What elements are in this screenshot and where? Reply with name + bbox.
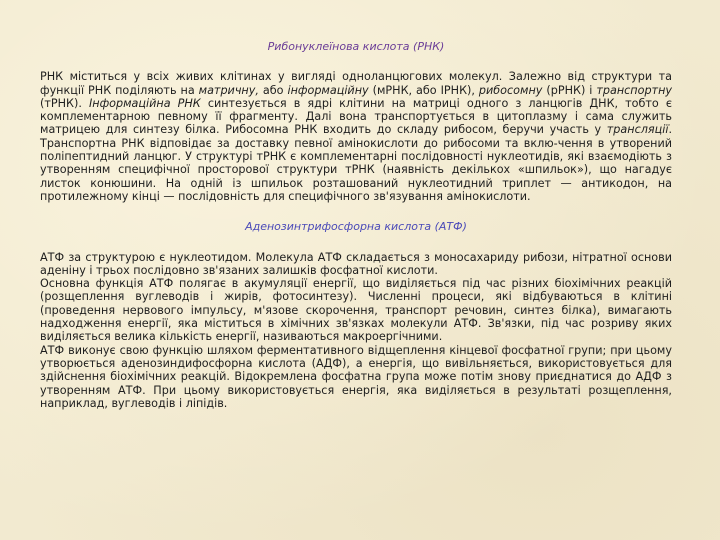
atp-section-title: Аденозинтрифосфорна кислота (АТФ) (245, 220, 467, 234)
term-transport: транспортну (596, 83, 673, 97)
atp-paragraph-function: Основна функція АТФ полягає в акумуляції енергії, що виділяється під час різних біохімічних реакцій (розщеплення вуглеводів і жирів, фотосинтезу). Численні процеси, які відбуваються в клітині (проведення нервового імпульсу, м'язове скорочення, транспорт речовин, синтез білка), вимагають надходження енергії, яка міститься в хімічних зв'язках молекули АТФ. Зв'язки, під час розриву яких виділяється велика кількість енергії, називаються макроергічними. (40, 277, 672, 344)
term-ribosomal: рибосомну (478, 83, 543, 97)
atp-paragraph-mechanism: АТФ виконує свою функцію шляхом ферментативного відщеплення кінцевої фосфатної групи; при цьому утворюється аденозиндифосфорна кислота (АДФ), а енергія, що вивільняється, використовується для здійснення біохімічних реакцій. Відокремлена фосфатна група може потім знову приєднатися до АДФ з утворенням АТФ. При цьому використовується енергія, яка виділяється в результаті розщеплення, наприклад, вуглеводів і ліпідів. (40, 343, 672, 410)
rna-text-2: або (258, 83, 288, 97)
term-matrix: матричну, (198, 83, 259, 97)
term-informational: інформаційну (287, 83, 369, 97)
term-translation: трансляції (606, 123, 669, 137)
rna-text-5: (тРНК). (40, 96, 89, 110)
rna-text-3: (мРНК, або ІРНК), (368, 83, 479, 97)
atp-paragraph-structure: АТФ за структурою є нуклеотидом. Молекула АТФ складається з моносахариду рибози, нітратної основи аденіну і трьох послідовно зв'язаних залишків фосфатної кислоти. (40, 250, 672, 277)
rna-text-7: . Транспортна РНК відповідає за доставку певної амінокислоти до рибосоми та вклю-чення в утворений поліпептидний ланцюг. У структурі тРНК є комплементарні послідовності нуклеотидів, які взаємодіють з утворенням специфічної просторової структури тРНК (наявність декількох «шпильок»), що нагадує листок конюшини. На одній із шпильок розташований нуклеотидний триплет — антикодон, на протилежному кінці — послідовність для специфічного зв'язування амінокислоти. (40, 123, 672, 203)
rna-section-title: Рибонуклеїнова кислота (РНК) (267, 40, 445, 53)
slide-content (40, 40, 672, 410)
rna-paragraph (40, 70, 672, 203)
rna-text-1: РНК міститься у всіх живих клітинах у вигляді одноланцюгових молекул. Залежно від структури та функції РНК поділяють на (40, 70, 672, 97)
term-informational-rna: Інформаційна РНК (88, 96, 201, 110)
rna-text-4: (рРНК) і (542, 83, 597, 97)
rna-text-6: синтезується в ядрі клітини на матриці одного з ланцюгів ДНК, тобто є комплементарною певному її фрагменту. Далі вона транспортується в цитоплазму і сама служить матрицею для синтезу білка. Рибосомна РНК входить до складу рибосом, беручи участь у (40, 96, 672, 137)
